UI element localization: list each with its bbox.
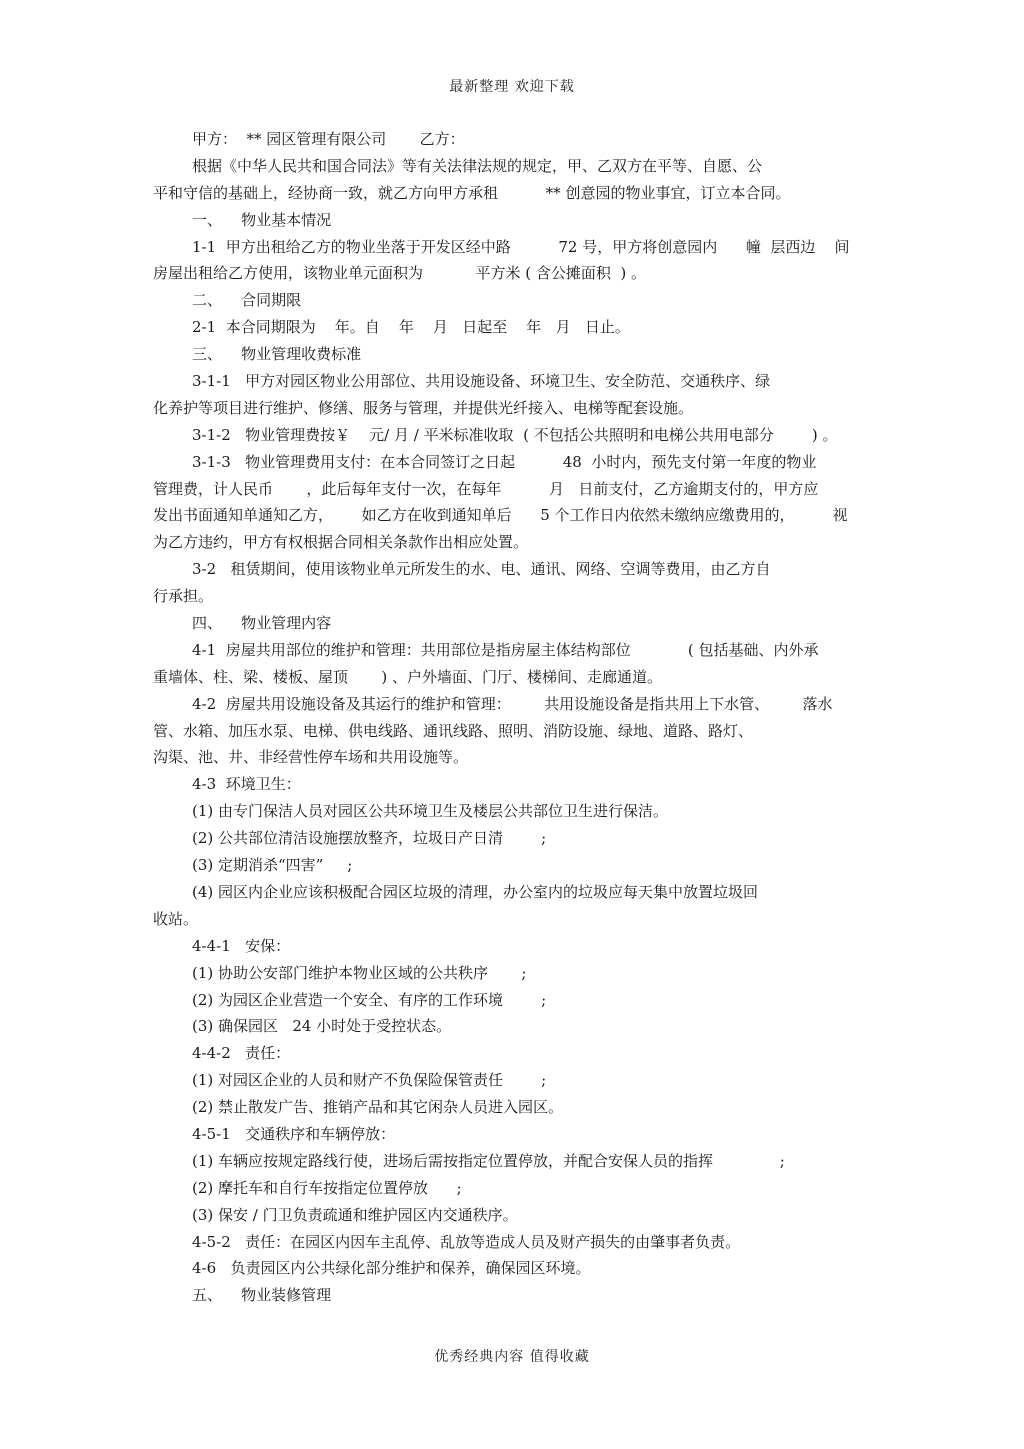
- text-line: 4-5-1 交通秩序和车辆停放：: [192, 1124, 396, 1143]
- text-line: (2) 摩托车和自行车按指定位置停放 ;: [192, 1178, 462, 1197]
- text-line: (2) 公共部位清洁设施摆放整齐，垃圾日产日清 ;: [192, 829, 547, 848]
- text-line: 房屋出租给乙方使用，该物业单元面积为 平方米 ( 含公摊面积 ) 。: [153, 264, 646, 283]
- text-line: (2) 为园区企业营造一个安全、有序的工作环境 ;: [192, 990, 547, 1009]
- text-line: 3-1-2 物业管理费按￥ 元/ 月 / 平米标准收取 ( 不包括公共照明和电梯公共用电部分 ) 。: [192, 425, 838, 444]
- text-line: 管理费，计人民币 ，此后每年支付一次，在每年 月 日前支付，乙方逾期支付的，甲方应: [153, 479, 819, 498]
- text-line: 发出书面通知单通知乙方， 如乙方在收到通知单后 5 个工作日内依然未缴纳应缴费用的， 视: [153, 506, 848, 525]
- contract-body: [153, 126, 873, 1309]
- text-line: 2-1 本合同期限为 年。自 年 月 日起至 年 月 日止。: [192, 318, 630, 337]
- text-line: 一、 物业基本情况: [192, 210, 332, 229]
- text-line: 管、水箱、加压水泵、电梯、供电线路、通讯线路、照明、消防设施、绿地、道路、路灯、: [153, 721, 754, 740]
- text-line: 四、 物业管理内容: [192, 614, 332, 633]
- page-header: 最新整理 欢迎下载: [449, 79, 575, 95]
- text-line: 4-4-2 责任：: [192, 1044, 291, 1063]
- text-line: (1) 协助公安部门维护本物业区域的公共秩序 ;: [192, 963, 527, 982]
- text-line: (1) 对园区企业的人员和财产不负保险保管责任 ;: [192, 1071, 547, 1090]
- text-line: 4-4-1 安保：: [192, 936, 291, 955]
- text-line: 1-1 甲方出租给乙方的物业坐落于开发区经中路 72 号，甲方将创意园内 幢 层西边 间: [192, 237, 850, 256]
- text-line: 甲方： ** 园区管理有限公司 乙方：: [192, 130, 465, 148]
- text-line: 沟渠、池、井、非经营性停车场和共用设施等。: [153, 748, 469, 767]
- page-footer: 优秀经典内容 值得收藏: [434, 1349, 590, 1365]
- text-line: 行承担。: [153, 587, 214, 606]
- text-line: 平和守信的基础上，经协商一致，就乙方向甲方承租 ** 创意园的物业事宜，订立本合同。: [153, 183, 791, 202]
- text-line: 4-2 房屋共用设施设备及其运行的维护和管理： 共用设施设备是指共用上下水管、 落水: [192, 694, 833, 713]
- text-line: 为乙方违约，甲方有权根据合同相关条款作出相应处置。: [153, 533, 529, 552]
- text-line: (3) 确保园区 24 小时处于受控状态。: [192, 1017, 452, 1036]
- text-line: 二、 合同期限: [192, 291, 302, 310]
- text-line: (4) 园区内企业应该积极配合园区垃圾的清理，办公室内的垃圾应每天集中放置垃圾回: [192, 882, 759, 901]
- text-line: 4-6 负责园区内公共绿化部分维护和保养，确保园区环境。: [192, 1259, 591, 1278]
- text-line: 4-5-2 责任：在园区内因车主乱停、乱放等造成人员及财产损失的由肇事者负责。: [192, 1232, 741, 1251]
- text-line: (1) 由专门保洁人员对园区公共环境卫生及楼层公共部位卫生进行保洁。: [192, 802, 669, 821]
- text-line: 重墙体、柱、梁、楼板、屋顶 ) 、户外墙面、门厅、楼梯间、走廊通道。: [153, 667, 662, 686]
- text-line: 4-1 房屋共用部位的维护和管理：共用部位是指房屋主体结构部位 ( 包括基础、内外承: [192, 640, 819, 659]
- text-line: (3) 定期消杀“四害” ;: [192, 856, 353, 875]
- text-line: (1) 车辆应按规定路线行使，进场后需按指定位置停放，并配合安保人员的指挥 ;: [192, 1151, 785, 1170]
- text-line: (3) 保安 / 门卫负责疏通和维护园区内交通秩序。: [192, 1205, 518, 1224]
- text-line: 根据《中华人民共和国合同法》等有关法律法规的规定，甲、乙双方在平等、自愿、公: [192, 156, 763, 175]
- text-line: 3-1-1 甲方对园区物业公用部位、共用设施设备、环境卫生、安全防范、交通秩序、绿: [192, 372, 771, 391]
- text-line: 3-1-3 物业管理费用支付：在本合同签订之日起 48 小时内，预先支付第一年度的物业: [192, 452, 817, 471]
- text-line: 三、 物业管理收费标准: [192, 345, 362, 364]
- text-line: 4-3 环境卫生：: [192, 775, 301, 794]
- text-line: (2) 禁止散发广告、推销产品和其它闲杂人员进入园区。: [192, 1098, 564, 1117]
- text-line: 五、 物业装修管理: [192, 1286, 332, 1305]
- text-line: 收站。: [153, 909, 199, 928]
- text-line: 化养护等项目进行维护、修缮、服务与管理，并提供光纤接入、电梯等配套设施。: [153, 398, 694, 417]
- text-line: 3-2 租赁期间，使用该物业单元所发生的水、电、通讯、网络、空调等费用，由乙方自: [192, 560, 771, 579]
